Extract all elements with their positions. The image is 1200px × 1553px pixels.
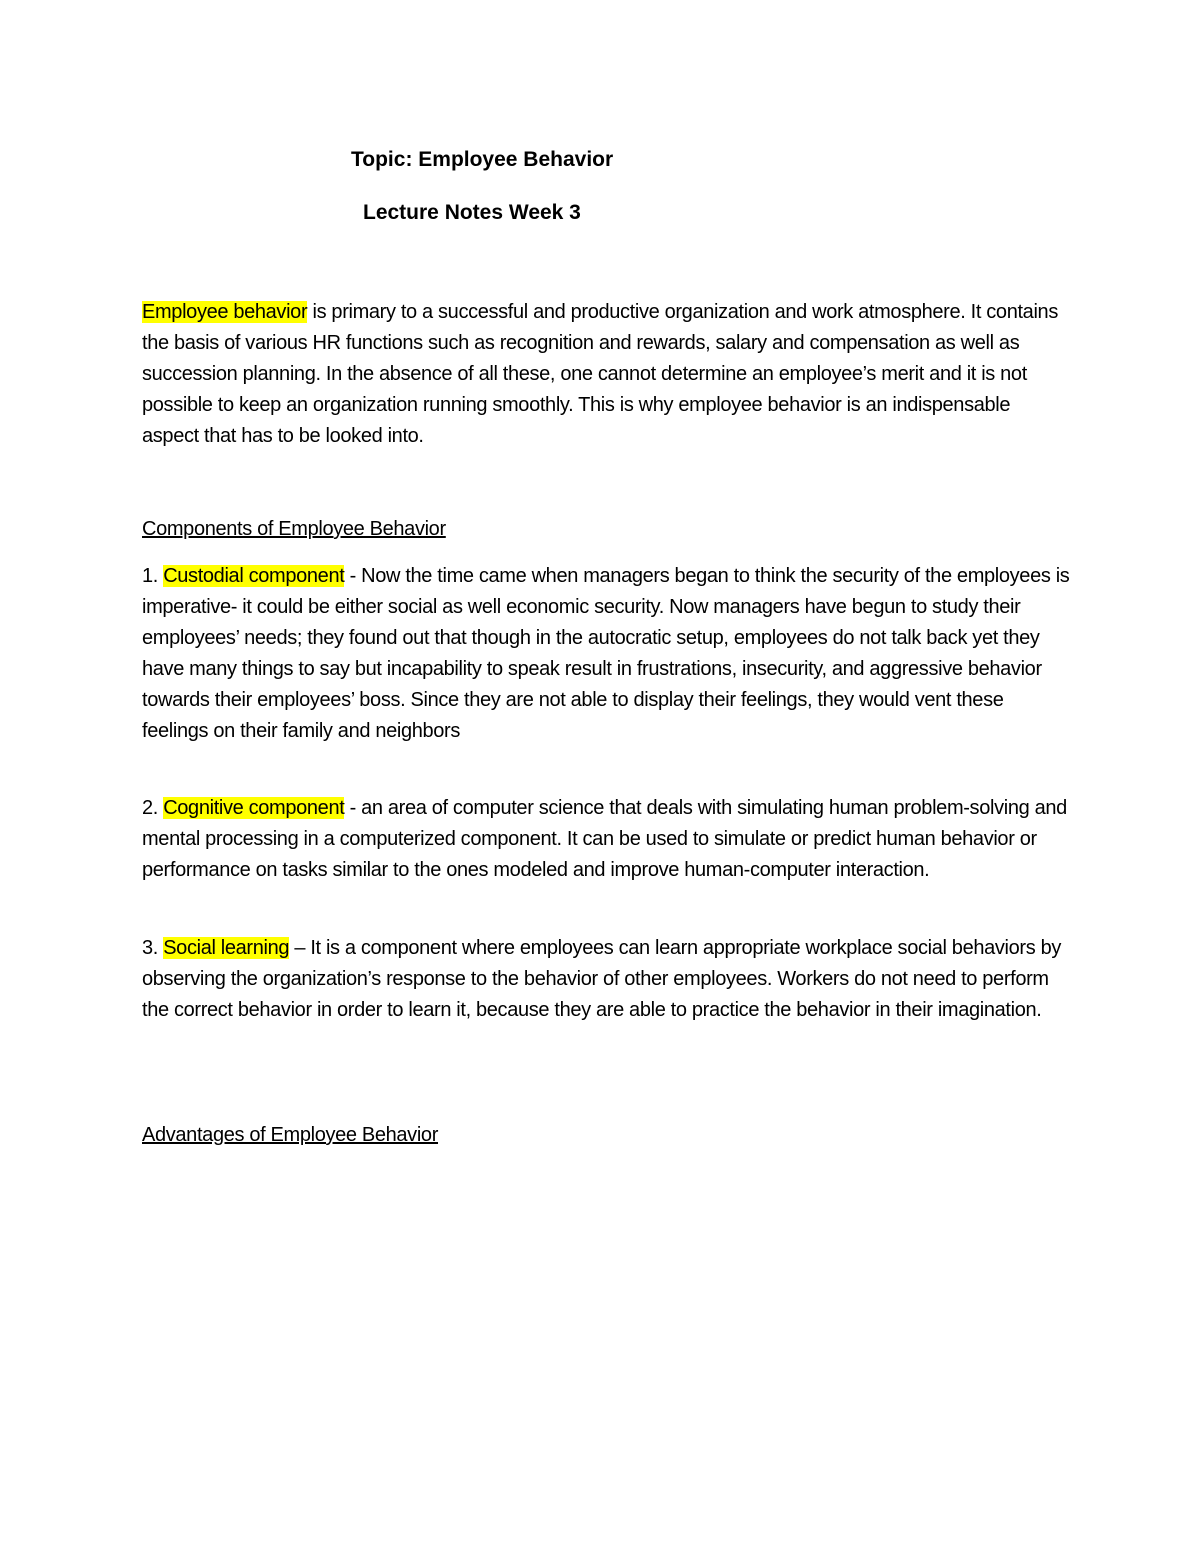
intro-highlight: Employee behavior [142, 301, 308, 323]
item-text: - Now the time came when managers began to think the security of the employees is imperative- it could be either social as well economic security. Now managers have begun to study their employees’ needs; they found out that though in the autocratic setup, employees do not talk back yet they have many things to say but incapability to speak result in frustrations, insecurity, and aggressive behavior towards their employees’ boss. Since they are not able to display their feelings, they would vent these feelings on their family and neighbors [142, 565, 1070, 742]
item-text: - an area of computer science that deals with simulating human problem-solving and mental processing in a computerized component. It can be used to simulate or predict human behavior or performance on tasks similar to the ones modeled and improve human-computer interaction. [142, 797, 1067, 881]
advantages-heading: Advantages of Employee Behavior [142, 1124, 439, 1146]
component-item-cognitive [142, 793, 1072, 886]
item-text: – It is a component where employees can learn appropriate workplace social behaviors by observing the organization’s response to the behavior of other employees. Workers do not need to perform the correct behavior in order to learn it, because they are able to practice the behavior in their imagination. [142, 937, 1061, 1021]
intro-paragraph [142, 297, 1072, 452]
component-item-custodial [142, 561, 1072, 747]
item-number: 1. [142, 565, 164, 587]
item-highlight: Social learning [163, 937, 290, 959]
component-item-social-learning [142, 933, 1072, 1026]
document-title: Topic: Employee Behavior [351, 148, 614, 171]
item-highlight: Custodial component [163, 565, 345, 587]
document-subtitle: Lecture Notes Week 3 [363, 201, 581, 224]
components-heading: Components of Employee Behavior [142, 518, 446, 540]
item-number: 3. [142, 937, 164, 959]
item-number: 2. [142, 797, 164, 819]
intro-text: is primary to a successful and productive organization and work atmosphere. It contains the basis of various HR functions such as recognition and rewards, salary and compensation as well as succession planning. In the absence of all these, one cannot determine an employee’s merit and it is not possible to keep an organization running smoothly. This is why employee behavior is an indispensable aspect that has to be looked into. [142, 301, 1058, 447]
item-highlight: Cognitive component [163, 797, 345, 819]
